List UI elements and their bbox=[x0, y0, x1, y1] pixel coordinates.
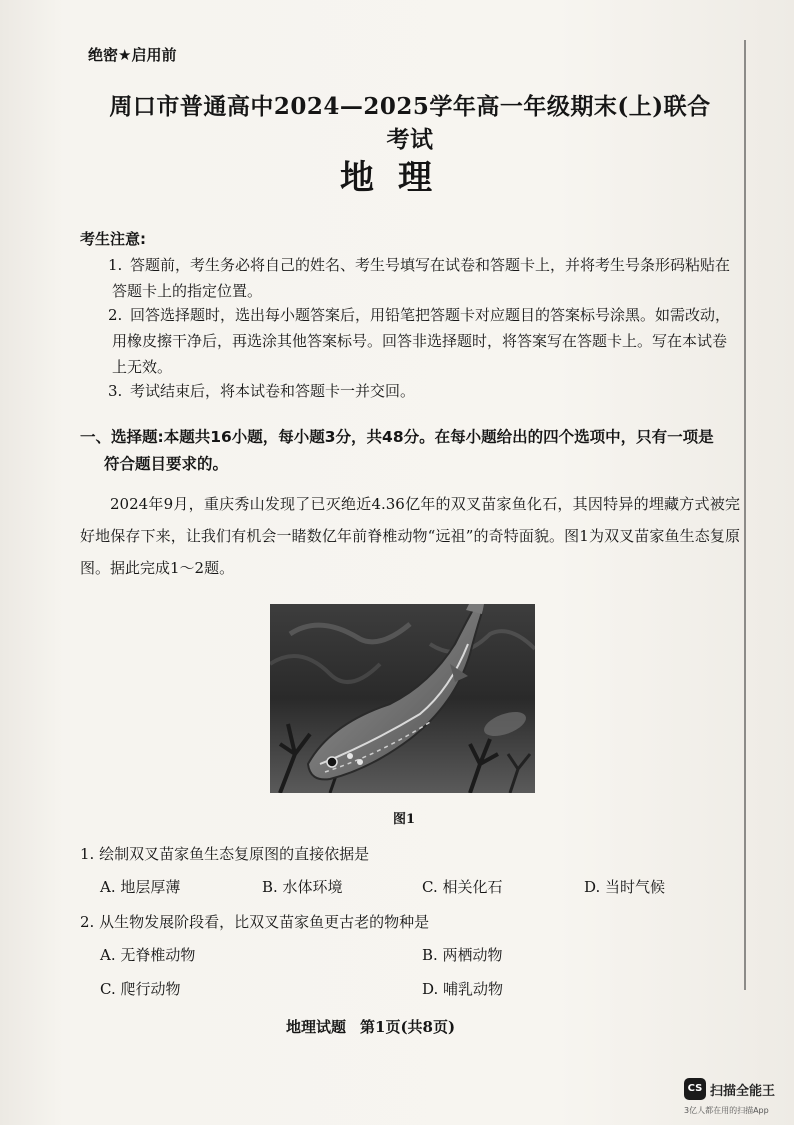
footer-page-number: 第1页(共8页) bbox=[360, 1018, 456, 1036]
question-1-stem: 1. 绘制双叉苗家鱼生态复原图的直接依据是 bbox=[80, 845, 370, 863]
notice-item-text: 答题前，考生务必将自己的姓名、考生号填写在试卷和答题卡上，并将考生号条形码粘贴在答题卡上的指定位置。 bbox=[112, 256, 731, 300]
section-heading-line1: 一、选择题:本题共16小题，每小题3分，共48分。在每小题给出的四个选项中，只有一项是 bbox=[80, 428, 714, 446]
notice-item-text: 考试结束后，将本试卷和答题卡一并交回。 bbox=[130, 382, 416, 400]
question-2-stem: 2. 从生物发展阶段看，比双叉苗家鱼更古老的物种是 bbox=[80, 913, 430, 931]
camscanner-logo-icon: CS bbox=[684, 1078, 706, 1100]
notice-item-text: 回答选择题时，选出每小题答案后，用铅笔把答题卡对应题目的答案标号涂黑。如需改动，用橡皮擦干净后，再选涂其他答案标号。回答非选择题时，将答案写在答题卡上。写在本试卷上无效。 bbox=[112, 306, 731, 376]
notice-title: 考生注意: bbox=[80, 230, 146, 248]
page-footer bbox=[286, 1016, 469, 1037]
secret-label: 绝密★启用前 bbox=[88, 46, 177, 64]
section-heading bbox=[80, 424, 740, 478]
question-2-option-b: B. 两栖动物 bbox=[422, 946, 503, 964]
scanner-watermark-badge bbox=[684, 1078, 794, 1120]
question-2-option-d: D. 哺乳动物 bbox=[422, 980, 504, 998]
exam-title: 周口市普通高中2024—2025学年高一年级期末(上)联合考试 bbox=[109, 93, 711, 153]
notice-item bbox=[108, 252, 732, 304]
question-1-option-d: D. 当时气候 bbox=[584, 878, 666, 896]
notice-item-number: 2. bbox=[108, 306, 123, 324]
fish-reconstruction-image bbox=[270, 604, 535, 793]
page-margin-line bbox=[744, 40, 746, 990]
question-2-option-c: C. 爬行动物 bbox=[100, 980, 181, 998]
question-1-option-c: C. 相关化石 bbox=[422, 878, 503, 896]
question-1-option-a: A. 地层厚薄 bbox=[100, 878, 181, 896]
question-2-option-a: A. 无脊椎动物 bbox=[100, 946, 196, 964]
footer-subject: 地理试题 bbox=[286, 1018, 347, 1036]
notice-item-number: 1. bbox=[108, 256, 123, 274]
figure-caption: 图1 bbox=[393, 812, 416, 827]
scanner-app-name: 扫描全能王 bbox=[710, 1084, 776, 1099]
question-1-option-b: B. 水体环境 bbox=[262, 878, 343, 896]
notice-item bbox=[108, 378, 732, 404]
question-passage: 2024年9月，重庆秀山发现了已灭绝近4.36亿年的双叉苗家鱼化石，其因特异的埋藏方式被完好地保存下来，让我们有机会一睹数亿年前脊椎动物“远祖”的奇特面貌。图1为双叉苗家鱼生态复原图。据此完成1～2题。 bbox=[80, 495, 740, 577]
subject-title: 地理 bbox=[340, 158, 456, 198]
notice-item bbox=[108, 302, 732, 380]
notice-item-number: 3. bbox=[108, 382, 123, 400]
section-heading-line2: 符合题目要求的。 bbox=[104, 455, 229, 473]
scanner-app-tagline: 3亿人都在用的扫描App bbox=[684, 1106, 769, 1115]
